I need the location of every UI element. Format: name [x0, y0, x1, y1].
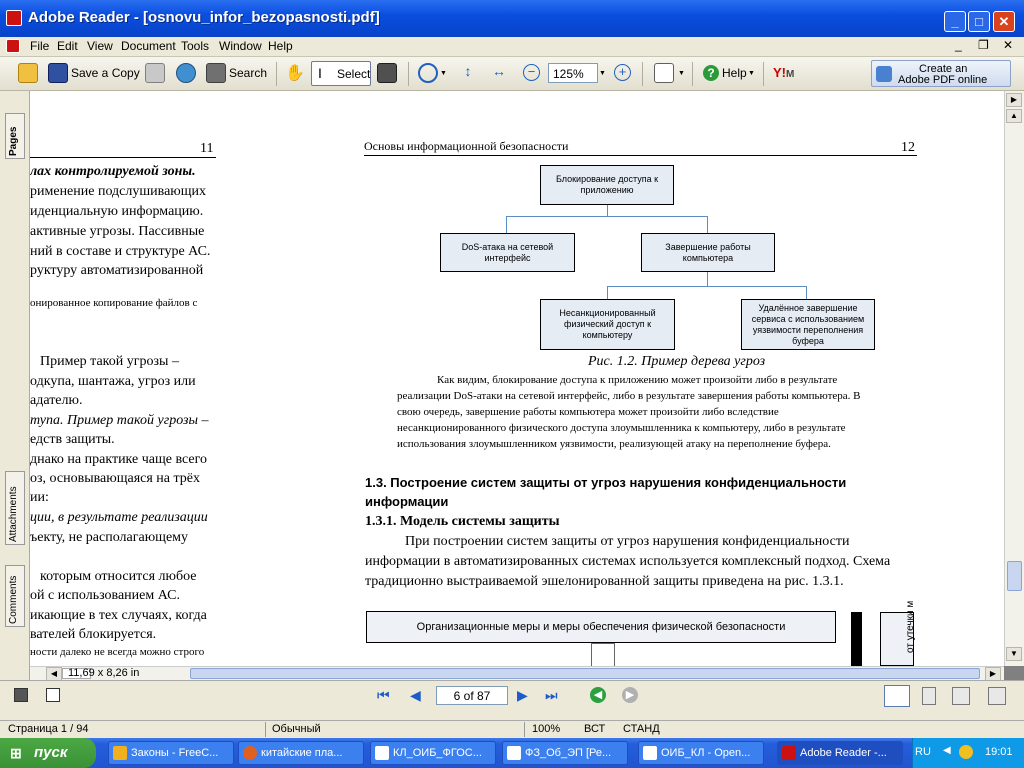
left-line: ности далеко не всегда можно строго: [30, 646, 205, 658]
adobe-reader-icon: [6, 10, 22, 26]
windows-logo-icon: ⊞: [10, 745, 22, 761]
create-pdf-online-button[interactable]: [871, 60, 1011, 87]
close-button[interactable]: ✕: [993, 11, 1015, 32]
zoom-in-icon[interactable]: +: [614, 64, 631, 81]
go-back-icon[interactable]: ◀: [590, 687, 606, 703]
status-style: Обычный: [272, 723, 321, 735]
tree-connector: [707, 272, 708, 286]
rotate-dropdown-icon[interactable]: ▼: [678, 70, 685, 77]
left-line: активные угрозы. Пассивные: [30, 224, 205, 239]
doc-restore-icon[interactable]: ❐: [978, 38, 989, 52]
page-size-label: 11,69 x 8,26 in: [68, 667, 140, 679]
tree-node-root: Блокирование доступа к приложению: [540, 165, 674, 205]
side-box-label: от утечки м: [905, 600, 916, 653]
scroll-right-icon[interactable]: ▶: [985, 667, 1001, 681]
left-line: вателей блокируется.: [30, 627, 157, 642]
doc-minimize-icon[interactable]: _: [955, 38, 962, 52]
status-divider: [524, 722, 525, 737]
save-copy-button[interactable]: Save a Copy: [71, 66, 140, 80]
status-divider: [265, 722, 266, 737]
document-icon: [6, 39, 20, 53]
subsection-heading: 1.3.1. Модель системы защиты: [365, 514, 560, 529]
status-standard: СТАНД: [623, 723, 660, 735]
scroll-left-icon[interactable]: ◀: [46, 667, 62, 681]
para1-line: реализации DoS-атаки на сетевой интерфейс, либо в результате завершения работы компьютера. В: [397, 390, 861, 402]
left-page: [30, 91, 219, 666]
toggle-navigation-icon[interactable]: [14, 688, 28, 702]
status-bar: [0, 720, 1024, 738]
tree-node-dos: DoS-атака на сетевой интерфейс: [440, 233, 575, 272]
para1-line: свою очередь, завершение работы компьютера может произойти либо вследствие: [397, 406, 779, 418]
zoom-tool-dropdown-icon[interactable]: ▼: [440, 70, 447, 77]
menu-file[interactable]: File: [30, 39, 50, 53]
snapshot-icon[interactable]: [377, 63, 397, 83]
zoom-dropdown-icon[interactable]: ▼: [599, 70, 606, 77]
window-title: Adobe Reader - [osnovu_infor_bezopasnosti.pdf]: [28, 9, 380, 26]
create-pdf-label-1: Create an: [919, 63, 968, 75]
section-heading-cont: информации: [365, 494, 449, 509]
navigation-panel: [0, 91, 30, 680]
tree-node-buffer-overflow: Удалённое завершение сервиса с использованием уязвимости переполнения буфера: [741, 299, 875, 350]
left-line: ции, в результате реализации: [30, 510, 208, 525]
tray-arrow-icon[interactable]: ◀: [943, 745, 951, 756]
tree-connector: [607, 286, 807, 287]
task-button[interactable]: КЛ_ОИБ_ФГОС...: [370, 741, 496, 765]
select-label: Select: [337, 67, 371, 81]
zoom-out-icon[interactable]: −: [523, 64, 540, 81]
select-tool-button[interactable]: [311, 61, 371, 86]
continuous-view-icon[interactable]: [922, 687, 936, 705]
left-line: одкупа, шантажа, угроз или: [30, 374, 196, 389]
hand-tool-icon[interactable]: ✋: [285, 65, 305, 82]
print-icon[interactable]: [145, 63, 165, 83]
horizontal-scroll-thumb[interactable]: [190, 668, 980, 679]
start-label: пуск: [34, 744, 68, 761]
right-page-number: 12: [901, 140, 915, 155]
attachments-tab[interactable]: Attachments: [5, 471, 25, 545]
task-button[interactable]: ОИБ_КЛ - Open...: [638, 741, 764, 765]
continuous-facing-view-icon[interactable]: [988, 687, 1006, 705]
horizontal-scrollbar[interactable]: [30, 666, 1004, 680]
para2-line: При построении систем защиты от угроз нарушения конфиденциальности: [405, 534, 850, 549]
status-page: Страница 1 / 94: [8, 723, 89, 735]
left-line: ой с использованием АС.: [30, 588, 180, 603]
left-line: онированное копирование файлов с: [30, 297, 198, 309]
adobe-reader-icon: [782, 746, 796, 760]
left-line: ъекту, не располагающему: [30, 530, 189, 545]
left-line: икающие в тех случаях, когда: [30, 608, 207, 623]
left-line: руктуру автоматизированной: [30, 263, 204, 278]
document-icon: [507, 746, 521, 760]
para2-line: информации в автоматизированных системах используется комплексный подход. Схема: [365, 554, 891, 569]
scroll-up-icon[interactable]: ▲: [1006, 109, 1022, 123]
openoffice-icon: [643, 746, 657, 760]
menu-tools[interactable]: Tools: [181, 39, 210, 53]
menu-window[interactable]: Window: [219, 39, 262, 53]
zoom-in-tool-icon[interactable]: [418, 63, 438, 83]
status-gap: [0, 710, 1024, 720]
page-gap: [219, 91, 364, 666]
go-forward-icon[interactable]: ▶: [622, 687, 638, 703]
left-line: ний в составе и структуре АС.: [30, 244, 211, 259]
help-icon[interactable]: ?: [703, 65, 719, 81]
left-page-header-rule: [30, 157, 216, 158]
toolbar-separator: [408, 62, 409, 86]
email-icon[interactable]: [176, 63, 196, 83]
rotate-view-icon[interactable]: [654, 63, 674, 83]
tree-connector: [607, 286, 608, 299]
next-page-icon[interactable]: ▶: [517, 687, 528, 703]
right-page-header: Основы информационной безопасности: [364, 139, 569, 153]
para2-line: традиционно выстраиваемой эшелонированной защиты приведена на рис. 1.3.1.: [365, 574, 844, 589]
tree-connector: [806, 286, 807, 299]
last-page-icon[interactable]: ⏭: [545, 687, 558, 703]
left-line: ии:: [30, 490, 49, 505]
para1-line: несанкционированного физического доступа злоумышленника к компьютеру, либо в результате: [397, 422, 846, 434]
left-line: днако на практике чаще всего: [30, 452, 207, 467]
vertical-scroll-thumb[interactable]: [1007, 561, 1022, 591]
left-line: едств защиты.: [30, 432, 115, 447]
doc-close-icon[interactable]: ✕: [1003, 38, 1014, 52]
zoom-input[interactable]: 125%: [548, 63, 598, 83]
left-page-number: 11: [200, 141, 214, 156]
status-insert: ВСТ: [584, 723, 606, 735]
create-pdf-icon: [876, 66, 892, 82]
right-page-header-rule: [364, 155, 917, 156]
navigation-bar: [0, 680, 1024, 710]
menu-help[interactable]: Help: [268, 39, 293, 53]
section-heading: 1.3. Построение систем защиты от угроз нарушения конфиденциальности: [365, 475, 847, 490]
title-bar: [0, 0, 1024, 37]
scroll-right-arrow-icon[interactable]: ▶: [1006, 93, 1022, 107]
page-number-input[interactable]: 6 of 87: [436, 686, 508, 705]
figure-caption: Рис. 1.2. Пример дерева угроз: [588, 354, 766, 369]
open-folder-icon[interactable]: [18, 63, 38, 83]
task-button[interactable]: ФЗ_Об_ЭП [Ре...: [502, 741, 628, 765]
toolbar-separator: [276, 62, 277, 86]
freecommander-icon: [113, 746, 127, 760]
scroll-down-icon[interactable]: ▼: [1006, 647, 1022, 661]
left-line: которым относится любое: [40, 569, 197, 584]
side-box: [880, 600, 916, 666]
left-line: Пример такой угрозы –: [40, 354, 179, 369]
yahoo-icon[interactable]: Y!M: [773, 65, 795, 80]
pdf-page-view[interactable]: [30, 91, 1004, 666]
create-pdf-label-2: Adobe PDF online: [898, 74, 988, 86]
fit-width-icon[interactable]: ↔: [492, 63, 506, 79]
menu-bar: [0, 37, 1024, 57]
left-line: оз, основывающаяся на трёх: [30, 471, 200, 486]
task-button[interactable]: Законы - FreeC...: [108, 741, 234, 765]
tray-alert-icon[interactable]: [959, 745, 973, 759]
left-line: иденциальную информацию.: [30, 204, 204, 219]
down-arrow-shape: [591, 643, 615, 666]
start-button[interactable]: [0, 738, 96, 768]
menu-document[interactable]: Document: [121, 39, 176, 53]
task-button[interactable]: китайские пла...: [238, 741, 364, 765]
toolbar-separator: [642, 62, 643, 86]
protection-layer-box: Организационные меры и меры обеспечения физической безопасности: [366, 611, 836, 643]
facing-view-icon[interactable]: [952, 687, 970, 705]
first-page-icon[interactable]: ⏮: [377, 687, 390, 703]
help-button[interactable]: Help: [722, 66, 747, 80]
search-button[interactable]: Search: [229, 66, 268, 80]
toolbar-separator: [692, 62, 693, 86]
menu-edit[interactable]: Edit: [57, 39, 78, 53]
tree-connector: [506, 216, 708, 217]
comments-tab[interactable]: Comments: [5, 565, 25, 627]
minimize-button[interactable]: _: [944, 11, 966, 32]
toggle-thumbnails-icon[interactable]: [46, 688, 60, 702]
para1-line: использования злоумышленником уязвимости, реализующей атаку на переполнение буфера.: [397, 438, 831, 450]
pages-tab[interactable]: Pages: [5, 113, 25, 159]
document-icon: [375, 746, 389, 760]
task-button-active[interactable]: Adobe Reader -...: [777, 741, 903, 765]
tree-node-shutdown: Завершение работы компьютера: [641, 233, 775, 272]
status-zoom: 100%: [532, 723, 561, 735]
para1-line: Как видим, блокирование доступа к приложению может произойти либо в результате: [437, 374, 838, 386]
toolbar-separator: [763, 62, 764, 86]
tree-node-physical-access: Несанкционированный физический доступ к компьютеру: [540, 299, 675, 350]
binoculars-icon[interactable]: [206, 63, 226, 83]
left-line: лах контролируемой зоны.: [30, 164, 196, 179]
vertical-scrollbar[interactable]: [1004, 91, 1024, 666]
diagram-bar: [851, 612, 862, 666]
left-line: тупа. Пример такой угрозы –: [30, 413, 209, 428]
single-page-view-icon[interactable]: [884, 685, 910, 707]
previous-page-icon[interactable]: ◀: [410, 687, 421, 703]
fit-page-icon[interactable]: ↕: [464, 63, 472, 79]
left-line: рименение подслушивающих: [30, 184, 207, 199]
system-tray: [912, 738, 1024, 768]
save-icon[interactable]: [48, 63, 68, 83]
tree-connector: [707, 216, 708, 233]
menu-view[interactable]: View: [87, 39, 113, 53]
language-indicator[interactable]: RU: [915, 746, 931, 758]
left-line: адателю.: [30, 393, 83, 408]
help-dropdown-icon[interactable]: ▼: [748, 70, 755, 77]
tree-connector: [506, 216, 507, 233]
firefox-icon: [243, 746, 257, 760]
text-cursor-icon: I: [318, 65, 322, 81]
maximize-button[interactable]: □: [968, 11, 990, 32]
clock: 19:01: [985, 746, 1013, 758]
